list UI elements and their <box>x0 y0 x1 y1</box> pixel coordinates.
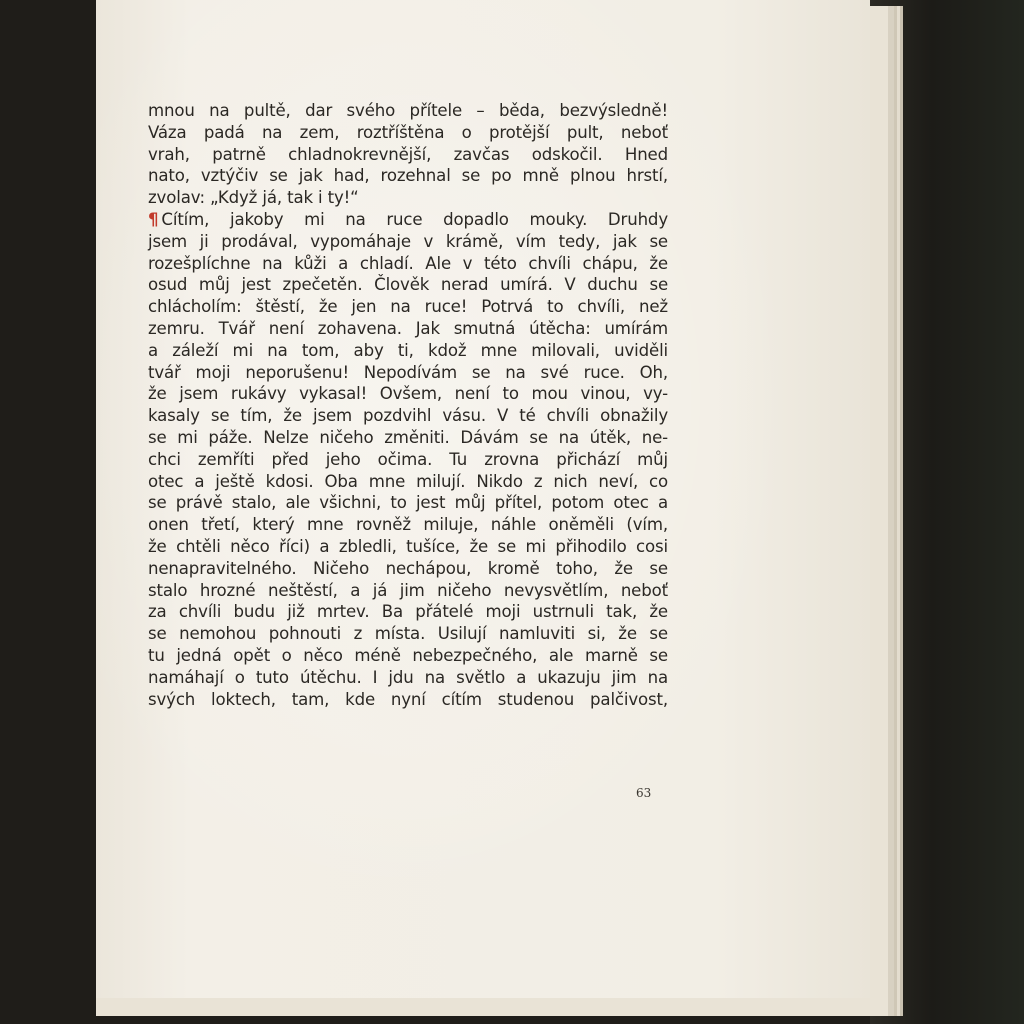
text-line: že jsem rukávy vykasal! Ovšem, není to mou vinou, vy- <box>148 384 668 404</box>
text-line: svých loktech, tam, kde nyní cítím studenou palčivost, <box>148 689 668 709</box>
text-line-paragraph-start <box>148 209 668 231</box>
text-line: tvář moji neporušenu! Nepodívám se na své ruce. Oh, <box>148 362 668 382</box>
text-line: se právě stalo, ale všichni, to jest můj přítel, potom otec a <box>148 493 668 513</box>
text-line: otec a ještě kdosi. Oba mne milují. Nikdo z nich neví, co <box>148 471 668 491</box>
text-line: kasaly se tím, že jsem pozdvihl vásu. V té chvíli obnažily <box>148 406 668 426</box>
text-line: rozešplíchne na kůži a chladí. Ale v této chvíli chápu, že <box>148 253 668 273</box>
text-line: se mi páže. Nelze ničeho změniti. Dávám se na útěk, ne- <box>148 427 668 447</box>
text-line: chlácholím: štěstí, že jen na ruce! Potrvá to chvíli, než <box>148 297 668 317</box>
text-line: Váza padá na zem, roztříštěna o protější pult, neboť <box>148 122 668 142</box>
text-block <box>148 100 668 710</box>
page-number: 63 <box>636 786 652 800</box>
text-line: jsem ji prodával, vypomáhaje v krámě, vím tedy, jak se <box>148 231 668 251</box>
text-line: zvolav: „Když já, tak i ty!“ <box>148 188 359 208</box>
text-line: nenapravitelného. Ničeho nechápou, kromě toho, že se <box>148 558 668 578</box>
text-line: za chvíli budu již mrtev. Ba přátelé moji ustrnuli tak, že <box>148 602 668 622</box>
text-line: a záleží mi na tom, aby ti, kdož mne milovali, uviděli <box>148 340 668 360</box>
text-line: namáhají o tuto útěchu. I jdu na světlo a ukazuju jim na <box>148 667 668 687</box>
text-line: zemru. Tvář není zohavena. Jak smutná útěcha: umírám <box>148 318 668 338</box>
text-line-content: Cítím, jakoby mi na ruce dopadlo mouky. Druhdy <box>161 209 668 229</box>
text-line: tu jedná opět o něco méně nebezpečného, ale marně se <box>148 645 668 665</box>
text-line: stalo hrozné neštěstí, a já jim ničeho nevysvětlím, neboť <box>148 580 668 600</box>
text-line: že chtěli něco říci) a zbledli, tušíce, že se mi přihodilo cosi <box>148 536 668 556</box>
text-line: osud můj jest zpečetěn. Člověk nerad umírá. V duchu se <box>148 275 668 295</box>
paragraph-mark: ¶ <box>148 209 159 229</box>
text-line: nato, vztýčiv se jak had, rozehnal se po mně plnou hrstí, <box>148 166 668 186</box>
text-line: se nemohou pohnouti z místa. Usilují namluviti si, že se <box>148 624 668 644</box>
text-line: vrah, patrně chladnokrevnější, zavčas odskočil. Hned <box>148 144 668 164</box>
text-line: mnou na pultě, dar svého přítele – běda, bezvýsledně! <box>148 101 668 120</box>
text-line: onen třetí, který mne rovněž miluje, náhle oněměli (vím, <box>148 515 668 535</box>
text-line: chci zemříti před jeho očima. Tu zrovna přichází můj <box>148 449 668 469</box>
